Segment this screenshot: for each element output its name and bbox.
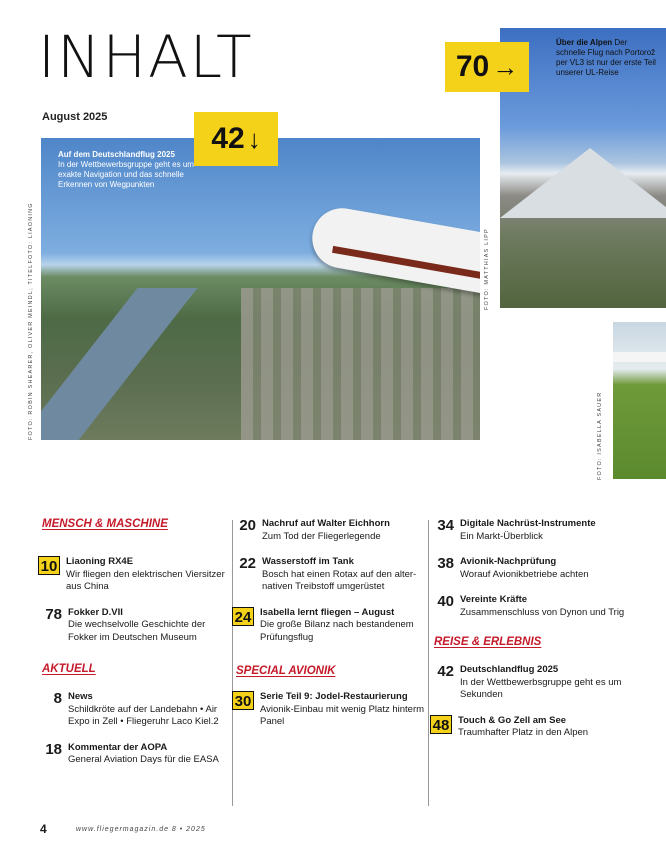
toc-desc: Ein Markt-Überblick xyxy=(460,530,543,542)
page-badge-70[interactable] xyxy=(445,42,529,92)
toc-desc: General Aviation Days für die EASA xyxy=(68,754,219,765)
toc-title: Wasserstoff im Tank xyxy=(262,556,354,567)
toc-title: Liaoning RX4E xyxy=(66,556,134,567)
toc-desc: Zusammenschluss von Dynon und Trig xyxy=(460,606,625,618)
alps-caption-head: Über die Alpen xyxy=(556,38,613,47)
toc-page-number: 34 xyxy=(437,517,454,534)
badge-70-number: 70 xyxy=(455,50,490,83)
toc-page-number: 24 xyxy=(232,607,254,626)
toc-entry[interactable] xyxy=(434,715,666,740)
column-divider xyxy=(428,520,429,806)
issue-date: August 2025 xyxy=(42,111,108,123)
toc-desc: Avionik-Einbau mit wenig Platz hinterm Panel xyxy=(260,703,425,727)
toc-page-number: 20 xyxy=(239,517,256,534)
photo-river-shape xyxy=(41,288,197,440)
main-photo-caption xyxy=(58,150,208,190)
toc-entry[interactable] xyxy=(434,594,666,619)
toc-title: Kommentar der AOPA xyxy=(68,741,168,753)
toc-page-number: 38 xyxy=(437,555,454,572)
toc-page-number: 8 xyxy=(53,690,62,707)
toc-title: Vereinte Kräfte xyxy=(460,594,528,605)
toc-entry[interactable] xyxy=(434,518,666,543)
toc-page-number: 22 xyxy=(239,555,256,572)
toc-page-number: 30 xyxy=(232,691,254,710)
toc-column-3 xyxy=(434,518,666,753)
page-title: INHALT xyxy=(38,23,254,91)
toc-title: Touch & Go Zell am See xyxy=(458,714,567,726)
toc-desc: Worauf Avionikbetriebe achten xyxy=(460,568,589,580)
section-heading-mensch: MENSCH & MASCHINE xyxy=(42,518,168,530)
toc-page-number: 48 xyxy=(430,715,452,734)
toc-desc: Traumhafter Platz in den Alpen xyxy=(458,727,589,738)
photo-isabella[interactable] xyxy=(613,322,666,479)
photo-credit-mid: FOTO: MATTHIAS LIPP xyxy=(484,228,490,310)
page-badge-42[interactable] xyxy=(194,112,278,166)
toc-entry[interactable] xyxy=(42,691,228,729)
page-number: 4 xyxy=(40,822,47,836)
toc-entry[interactable] xyxy=(236,607,426,645)
toc-page-number: 42 xyxy=(437,663,454,680)
main-caption-head: Auf dem Deutschlandflug 2025 xyxy=(58,150,175,159)
toc-title: Deutschlandflug 2025 xyxy=(460,664,559,675)
badge-42-number: 42 xyxy=(211,122,245,155)
arrow-down-icon: ↓ xyxy=(247,124,261,154)
photo-peak-shape xyxy=(500,148,666,218)
toc-page-number: 78 xyxy=(45,605,62,623)
alps-caption-body: Der schnelle Flug nach Portorož per VL3 ist nur der erste Teil unserer UL-Reise xyxy=(556,38,656,77)
toc-entry[interactable] xyxy=(434,664,666,702)
photo-credit-right: FOTO: ISABELLA SAUER xyxy=(597,391,603,480)
toc-desc: Wir fliegen den elektrischen Viersitzer aus China xyxy=(66,568,225,592)
photo-wing-shape-small xyxy=(613,352,666,362)
toc-page-number: 10 xyxy=(38,556,60,575)
toc-title: Digitale Nachrüst-Instrumente xyxy=(460,518,596,529)
toc-entry[interactable] xyxy=(236,556,426,594)
toc-page-number: 40 xyxy=(437,593,454,610)
section-heading-aktuell: AKTUELL xyxy=(42,663,96,675)
column-divider xyxy=(232,520,233,806)
toc-title: Avionik-Nachprüfung xyxy=(460,556,557,567)
toc-title: Serie Teil 9: Jodel-Restaurierung xyxy=(260,691,408,702)
arrow-right-icon: → xyxy=(492,52,519,82)
photo-refinery-shape xyxy=(241,288,480,440)
section-heading-reise: REISE & ERLEBNIS xyxy=(434,636,542,648)
toc-desc: Zum Tod der Fliegerlegende xyxy=(262,530,381,542)
toc-desc: Schildkröte auf der Landebahn • Air Expo in Zell • Fliegeruhr Laco Kiel.2 xyxy=(68,703,219,727)
toc-desc: In der Wettbewerbsgruppe geht es um Sekunden xyxy=(460,676,622,700)
toc-entry[interactable] xyxy=(42,556,228,594)
alps-photo-caption xyxy=(556,38,656,78)
toc-title: Isabella lernt fliegen – August xyxy=(260,606,395,618)
toc-entry[interactable] xyxy=(42,607,228,645)
toc-title: Fokker D.VII xyxy=(68,606,123,618)
footer-url[interactable]: www.fliegermagazin.de 8 • 2025 xyxy=(76,826,206,833)
section-heading-avionik: SPECIAL AVIONIK xyxy=(236,665,336,677)
toc-column-1 xyxy=(42,518,228,780)
toc-title: Nachruf auf Walter Eichhorn xyxy=(262,518,390,529)
toc-entry[interactable] xyxy=(236,691,426,729)
toc-title: News xyxy=(68,691,93,702)
main-caption-body: In der Wettbewerbsgruppe geht es um exakte Navigation und das schnelle Erkennen von Wegpunkten xyxy=(58,160,194,189)
toc-desc: Bosch hat einen Rotax auf den alter-nativen Treibstoff umgerüstet xyxy=(262,568,417,592)
photo-credit-left: FOTO: ROBIN SHEARER, OLIVER MEINDL; TITELFOTO: LIAONING xyxy=(28,202,34,440)
toc-entry[interactable] xyxy=(434,556,666,581)
toc-entry[interactable] xyxy=(236,518,426,543)
toc-desc: Die wechselvolle Geschichte der Fokker im Deutschen Museum xyxy=(68,619,206,643)
toc-column-2 xyxy=(236,518,426,742)
toc-desc: Die große Bilanz nach bestandenem Prüfungsflug xyxy=(260,619,414,643)
toc-entry[interactable] xyxy=(42,742,228,767)
toc-page-number: 18 xyxy=(45,740,62,758)
